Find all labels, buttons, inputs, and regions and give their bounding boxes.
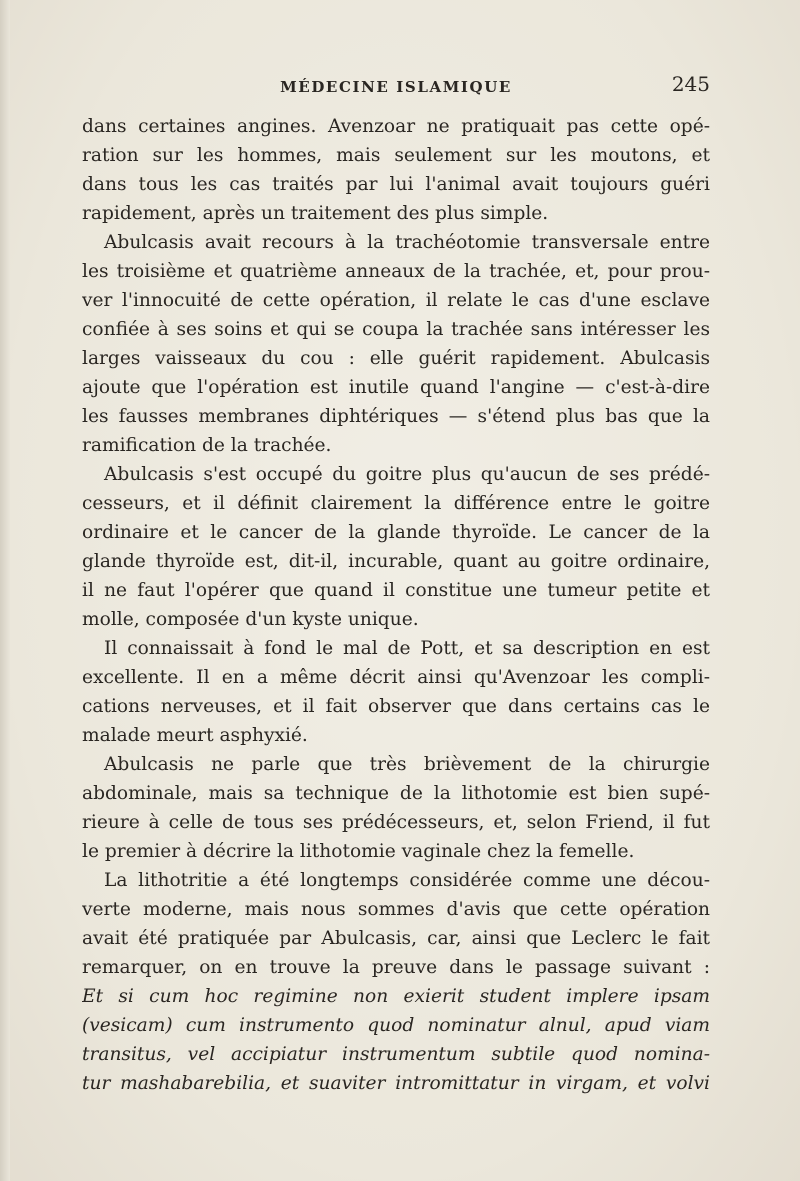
text-line: Abulcasis s'est occupé du goitre plus qu'aucun de ses prédé- bbox=[104, 464, 710, 485]
latin-quote-line: tur mashabarebilia, et suaviter intromittatur in virgam, et volvi bbox=[82, 1073, 710, 1094]
text-line: Abulcasis ne parle que très brièvement de la chirurgie bbox=[104, 754, 710, 775]
text-line: les troisième et quatrième anneaux de la trachée, et, pour prou- bbox=[82, 261, 710, 282]
text-line: il ne faut l'opérer que quand il constitue une tumeur petite et bbox=[82, 580, 710, 601]
latin-quote-line: (vesicam) cum instrumento quod nominatur alnul, apud viam bbox=[82, 1015, 710, 1036]
text-line: abdominale, mais sa technique de la lithotomie est bien supé- bbox=[82, 783, 710, 804]
text-line: La lithotritie a été longtemps considérée comme une décou- bbox=[104, 870, 710, 891]
text-line: les fausses membranes diphtériques — s'étend plus bas que la bbox=[82, 406, 710, 427]
text-line: ordinaire et le cancer de la glande thyroïde. Le cancer de la bbox=[82, 522, 710, 543]
text-line: ajoute que l'opération est inutile quand l'angine — c'est-à-dire bbox=[82, 377, 710, 398]
binding-edge bbox=[0, 0, 10, 1181]
text-line: ration sur les hommes, mais seulement sur les moutons, et bbox=[82, 145, 710, 166]
page-number: 245 bbox=[671, 72, 710, 96]
text-line: excellente. Il en a même décrit ainsi qu'Avenzoar les compli- bbox=[82, 667, 710, 688]
text-line: le premier à décrire la lithotomie vaginale chez la femelle. bbox=[82, 841, 635, 862]
text-line: dans certaines angines. Avenzoar ne pratiquait pas cette opé- bbox=[82, 116, 710, 137]
running-head bbox=[82, 72, 710, 102]
text-line: ramification de la trachée. bbox=[82, 435, 332, 456]
text-line: confiée à ses soins et qui se coupa la trachée sans intéresser les bbox=[82, 319, 710, 340]
text-line: molle, composée d'un kyste unique. bbox=[82, 609, 419, 630]
text-line: Abulcasis avait recours à la trachéotomie transversale entre bbox=[104, 232, 710, 253]
text-line: ver l'innocuité de cette opération, il relate le cas d'une esclave bbox=[82, 290, 710, 311]
text-line: cesseurs, et il définit clairement la différence entre le goitre bbox=[82, 493, 710, 514]
text-line: remarquer, on en trouve la preuve dans le passage suivant : bbox=[82, 957, 710, 978]
text-line: verte moderne, mais nous sommes d'avis que cette opération bbox=[82, 899, 710, 920]
body-text bbox=[82, 112, 710, 1098]
text-line: cations nerveuses, et il fait observer que dans certains cas le bbox=[82, 696, 710, 717]
text-line: Il connaissait à fond le mal de Pott, et sa description en est bbox=[104, 638, 710, 659]
text-line: malade meurt asphyxié. bbox=[82, 725, 308, 746]
text-line: dans tous les cas traités par lui l'animal avait toujours guéri bbox=[82, 174, 710, 195]
text-line: rapidement, après un traitement des plus simple. bbox=[82, 203, 549, 224]
text-line: glande thyroïde est, dit-il, incurable, quant au goitre ordinaire, bbox=[82, 551, 710, 572]
latin-quote-line: Et si cum hoc regimine non exierit student implere ipsam bbox=[82, 986, 710, 1007]
text-line: larges vaisseaux du cou : elle guérit rapidement. Abulcasis bbox=[82, 348, 710, 369]
running-title: MÉDECINE ISLAMIQUE bbox=[280, 78, 512, 96]
latin-quote-line: transitus, vel accipiatur instrumentum subtile quod nomina- bbox=[82, 1044, 710, 1065]
text-line: rieure à celle de tous ses prédécesseurs, et, selon Friend, il fut bbox=[82, 812, 710, 833]
text-line: avait été pratiquée par Abulcasis, car, ainsi que Leclerc le fait bbox=[82, 928, 710, 949]
